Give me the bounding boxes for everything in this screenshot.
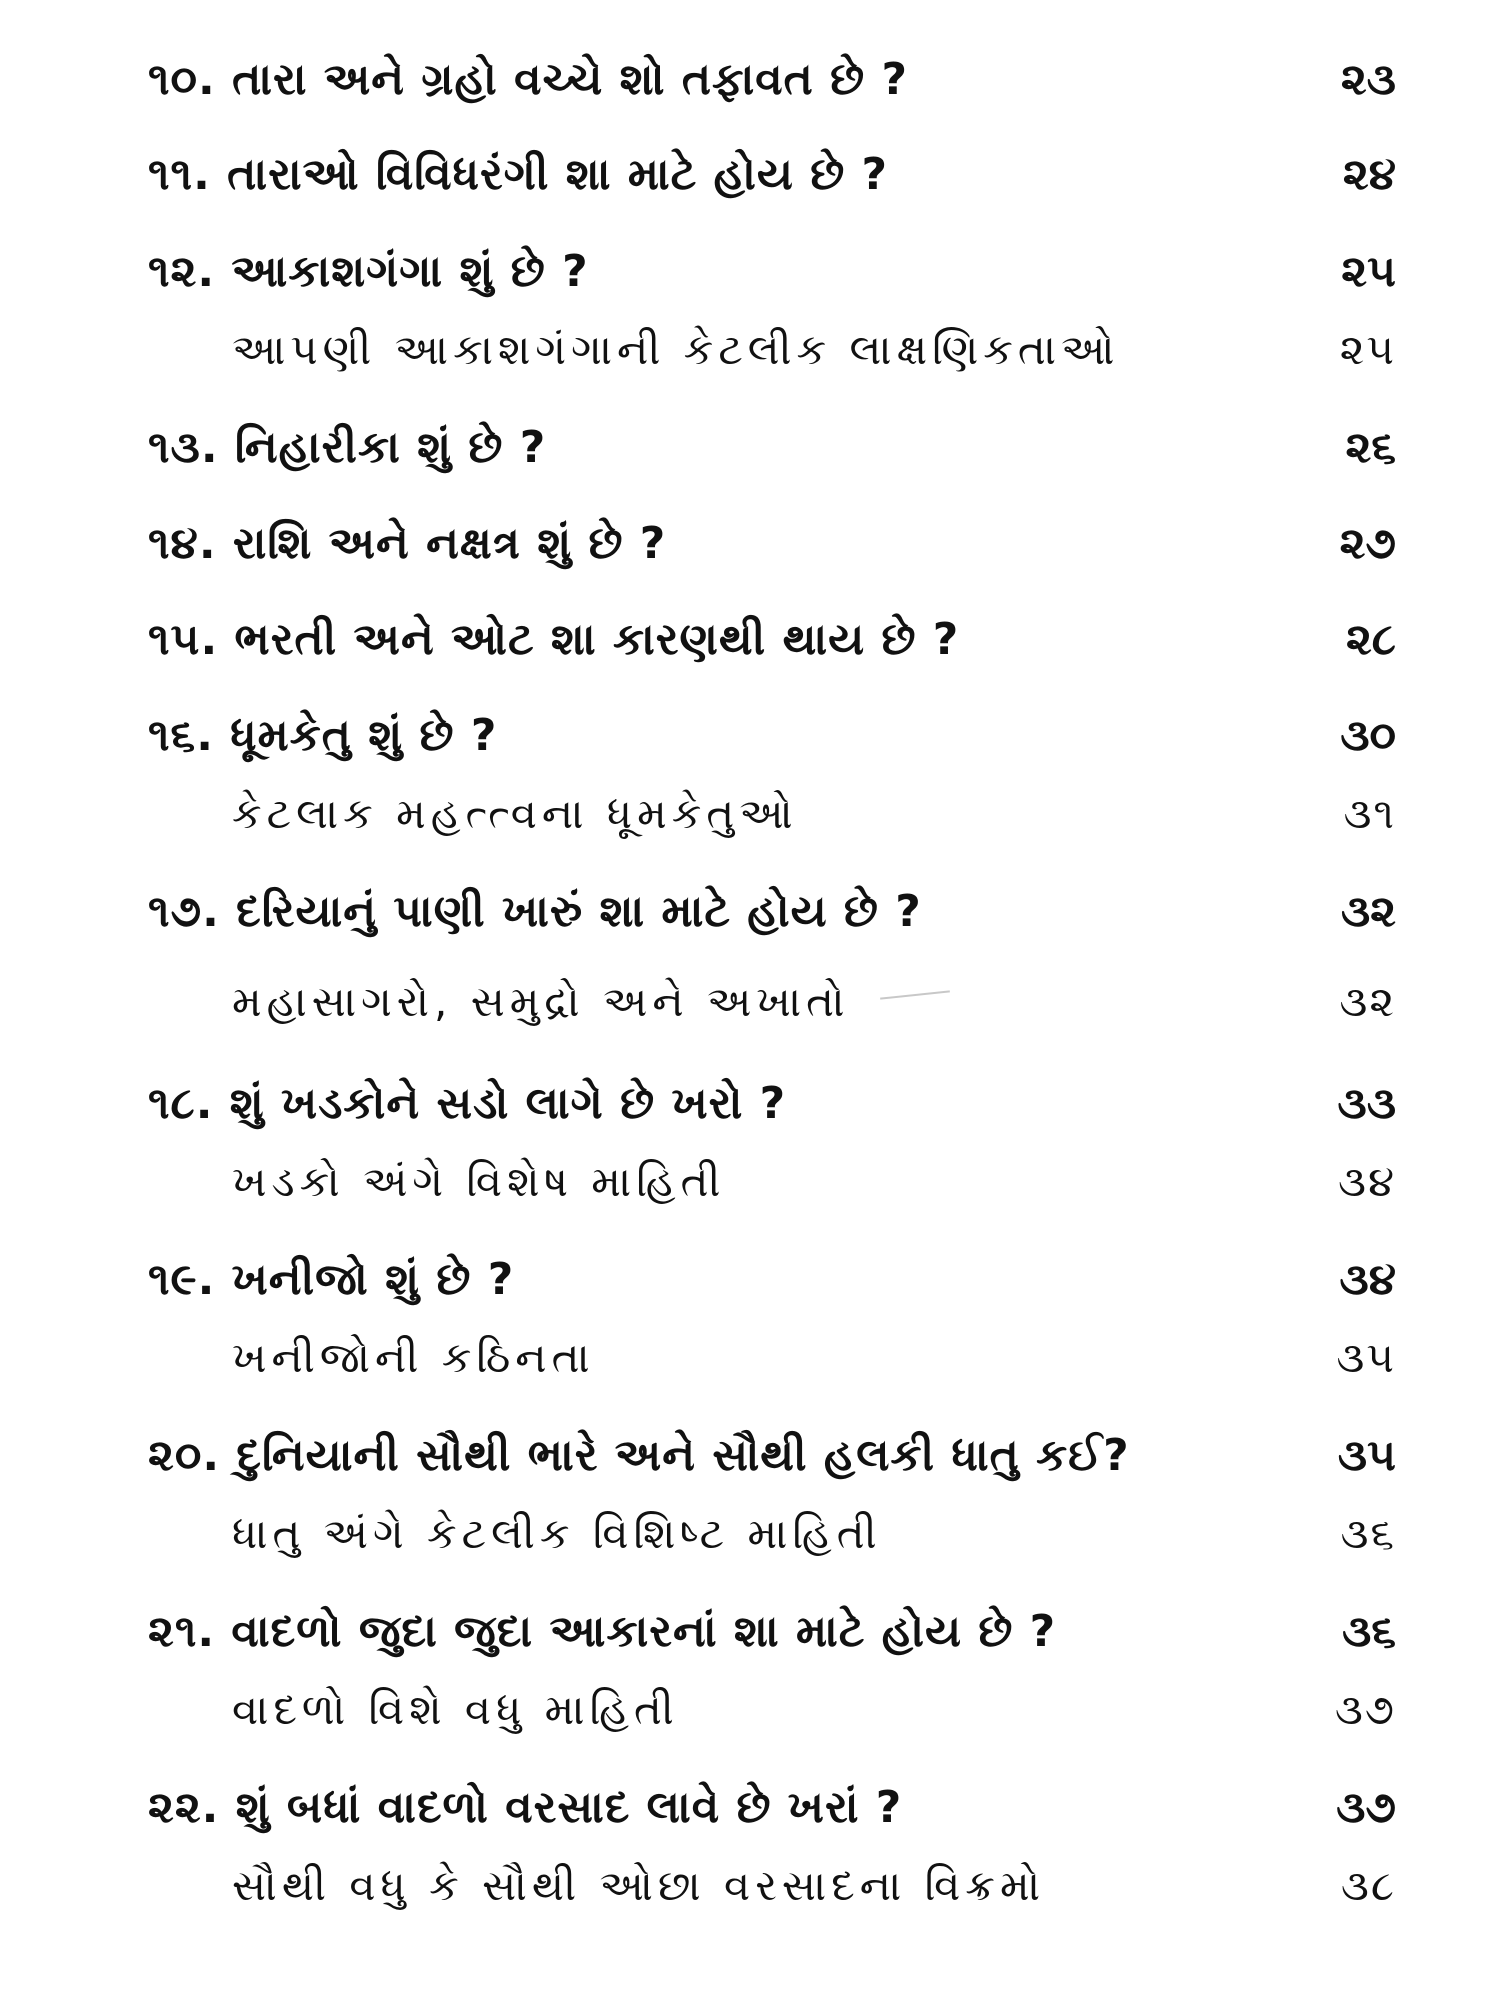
page-number: ૩૨ xyxy=(1340,886,1396,937)
scan-speck xyxy=(880,990,950,999)
chapter-title: ૧૯. ખનીજો શું છે ? xyxy=(148,1254,515,1305)
chapter-title: ૨૧. વાદળો જુદા જુદા આકારનાં શા માટે હોય છે ? xyxy=(148,1606,1057,1657)
chapter-title: ૨૨. શું બધાં વાદળો વરસાદ લાવે છે ખરાં ? xyxy=(148,1782,903,1833)
page-number: ૨૫ xyxy=(1339,325,1396,374)
chapter-title: ૧૩. નિહારીકા શું છે ? xyxy=(148,422,547,473)
page-number: ૩૬ xyxy=(1342,1606,1396,1657)
subentry-title: ખડકો અંગે વિશેષ માહિતી xyxy=(232,1157,726,1206)
page-number: ૩૧ xyxy=(1343,789,1396,838)
chapter-title: ૧૦. તારા અને ગ્રહો વચ્ચે શો તફાવત છે ? xyxy=(148,54,908,105)
page-number: ૩૨ xyxy=(1339,977,1396,1026)
chapter-title: ૧૬. ધૂમકેતુ શું છે ? xyxy=(148,710,498,761)
page-number: ૩૫ xyxy=(1336,1333,1396,1382)
chapter-title: ૧૨. આકાશગંગા શું છે ? xyxy=(148,246,589,297)
page-number: ૩૪ xyxy=(1339,1254,1396,1305)
page-number: ૩૫ xyxy=(1337,1430,1396,1481)
page-number: ૩૭ xyxy=(1334,1685,1396,1734)
chapter-title: ૧૧. તારાઓ વિવિધરંગી શા માટે હોય છે ? xyxy=(148,149,889,200)
subentry-title: આપણી આકાશગંગાની કેટલીક લાક્ષણિકતાઓ xyxy=(232,325,1120,374)
subentry-title: સૌથી વધુ કે સૌથી ઓછા વરસાદના વિક્રમો xyxy=(232,1861,1046,1910)
page-number: ૩૦ xyxy=(1340,710,1396,761)
page-number: ૩૮ xyxy=(1340,1861,1396,1910)
page-number: ૩૬ xyxy=(1340,1509,1396,1558)
page-number: ૨૫ xyxy=(1341,246,1396,297)
chapter-title: ૧૭. દરિયાનું પાણી ખારું શા માટે હોય છે ? xyxy=(148,886,922,937)
page-number: ૩૩ xyxy=(1337,1078,1396,1129)
chapter-title: ૨૦. દુનિયાની સૌથી ભારે અને સૌથી હલકી ધાતુ કઈ? xyxy=(148,1430,1130,1481)
subentry-title: મહાસાગરો, સમુદ્રો અને અખાતો xyxy=(232,977,850,1026)
page-number: ૨૬ xyxy=(1345,422,1396,473)
chapter-title: ૧૮. શું ખડકોને સડો લાગે છે ખરો ? xyxy=(148,1078,787,1129)
chapter-title: ૧૪. રાશિ અને નક્ષત્ર શું છે ? xyxy=(148,518,667,569)
subentry-title: વાદળો વિશે વધુ માહિતી xyxy=(232,1685,679,1734)
page-number: ૩૪ xyxy=(1337,1157,1396,1206)
page-number: ૨૩ xyxy=(1340,54,1396,105)
subentry-title: કેટલાક મહત્ત્વના ધૂમકેતુઓ xyxy=(232,789,798,838)
page-number: ૨૭ xyxy=(1339,518,1396,569)
page-number: ૩૭ xyxy=(1336,1782,1396,1833)
page-number: ૨૪ xyxy=(1342,149,1396,200)
subentry-title: ખનીજોની કઠિનતા xyxy=(232,1333,595,1382)
chapter-title: ૧૫. ભરતી અને ઓટ શા કારણથી થાય છે ? xyxy=(148,614,960,665)
subentry-title: ધાતુ અંગે કેટલીક વિશિષ્ટ માહિતી xyxy=(232,1509,882,1558)
page-number: ૨૮ xyxy=(1345,614,1396,665)
